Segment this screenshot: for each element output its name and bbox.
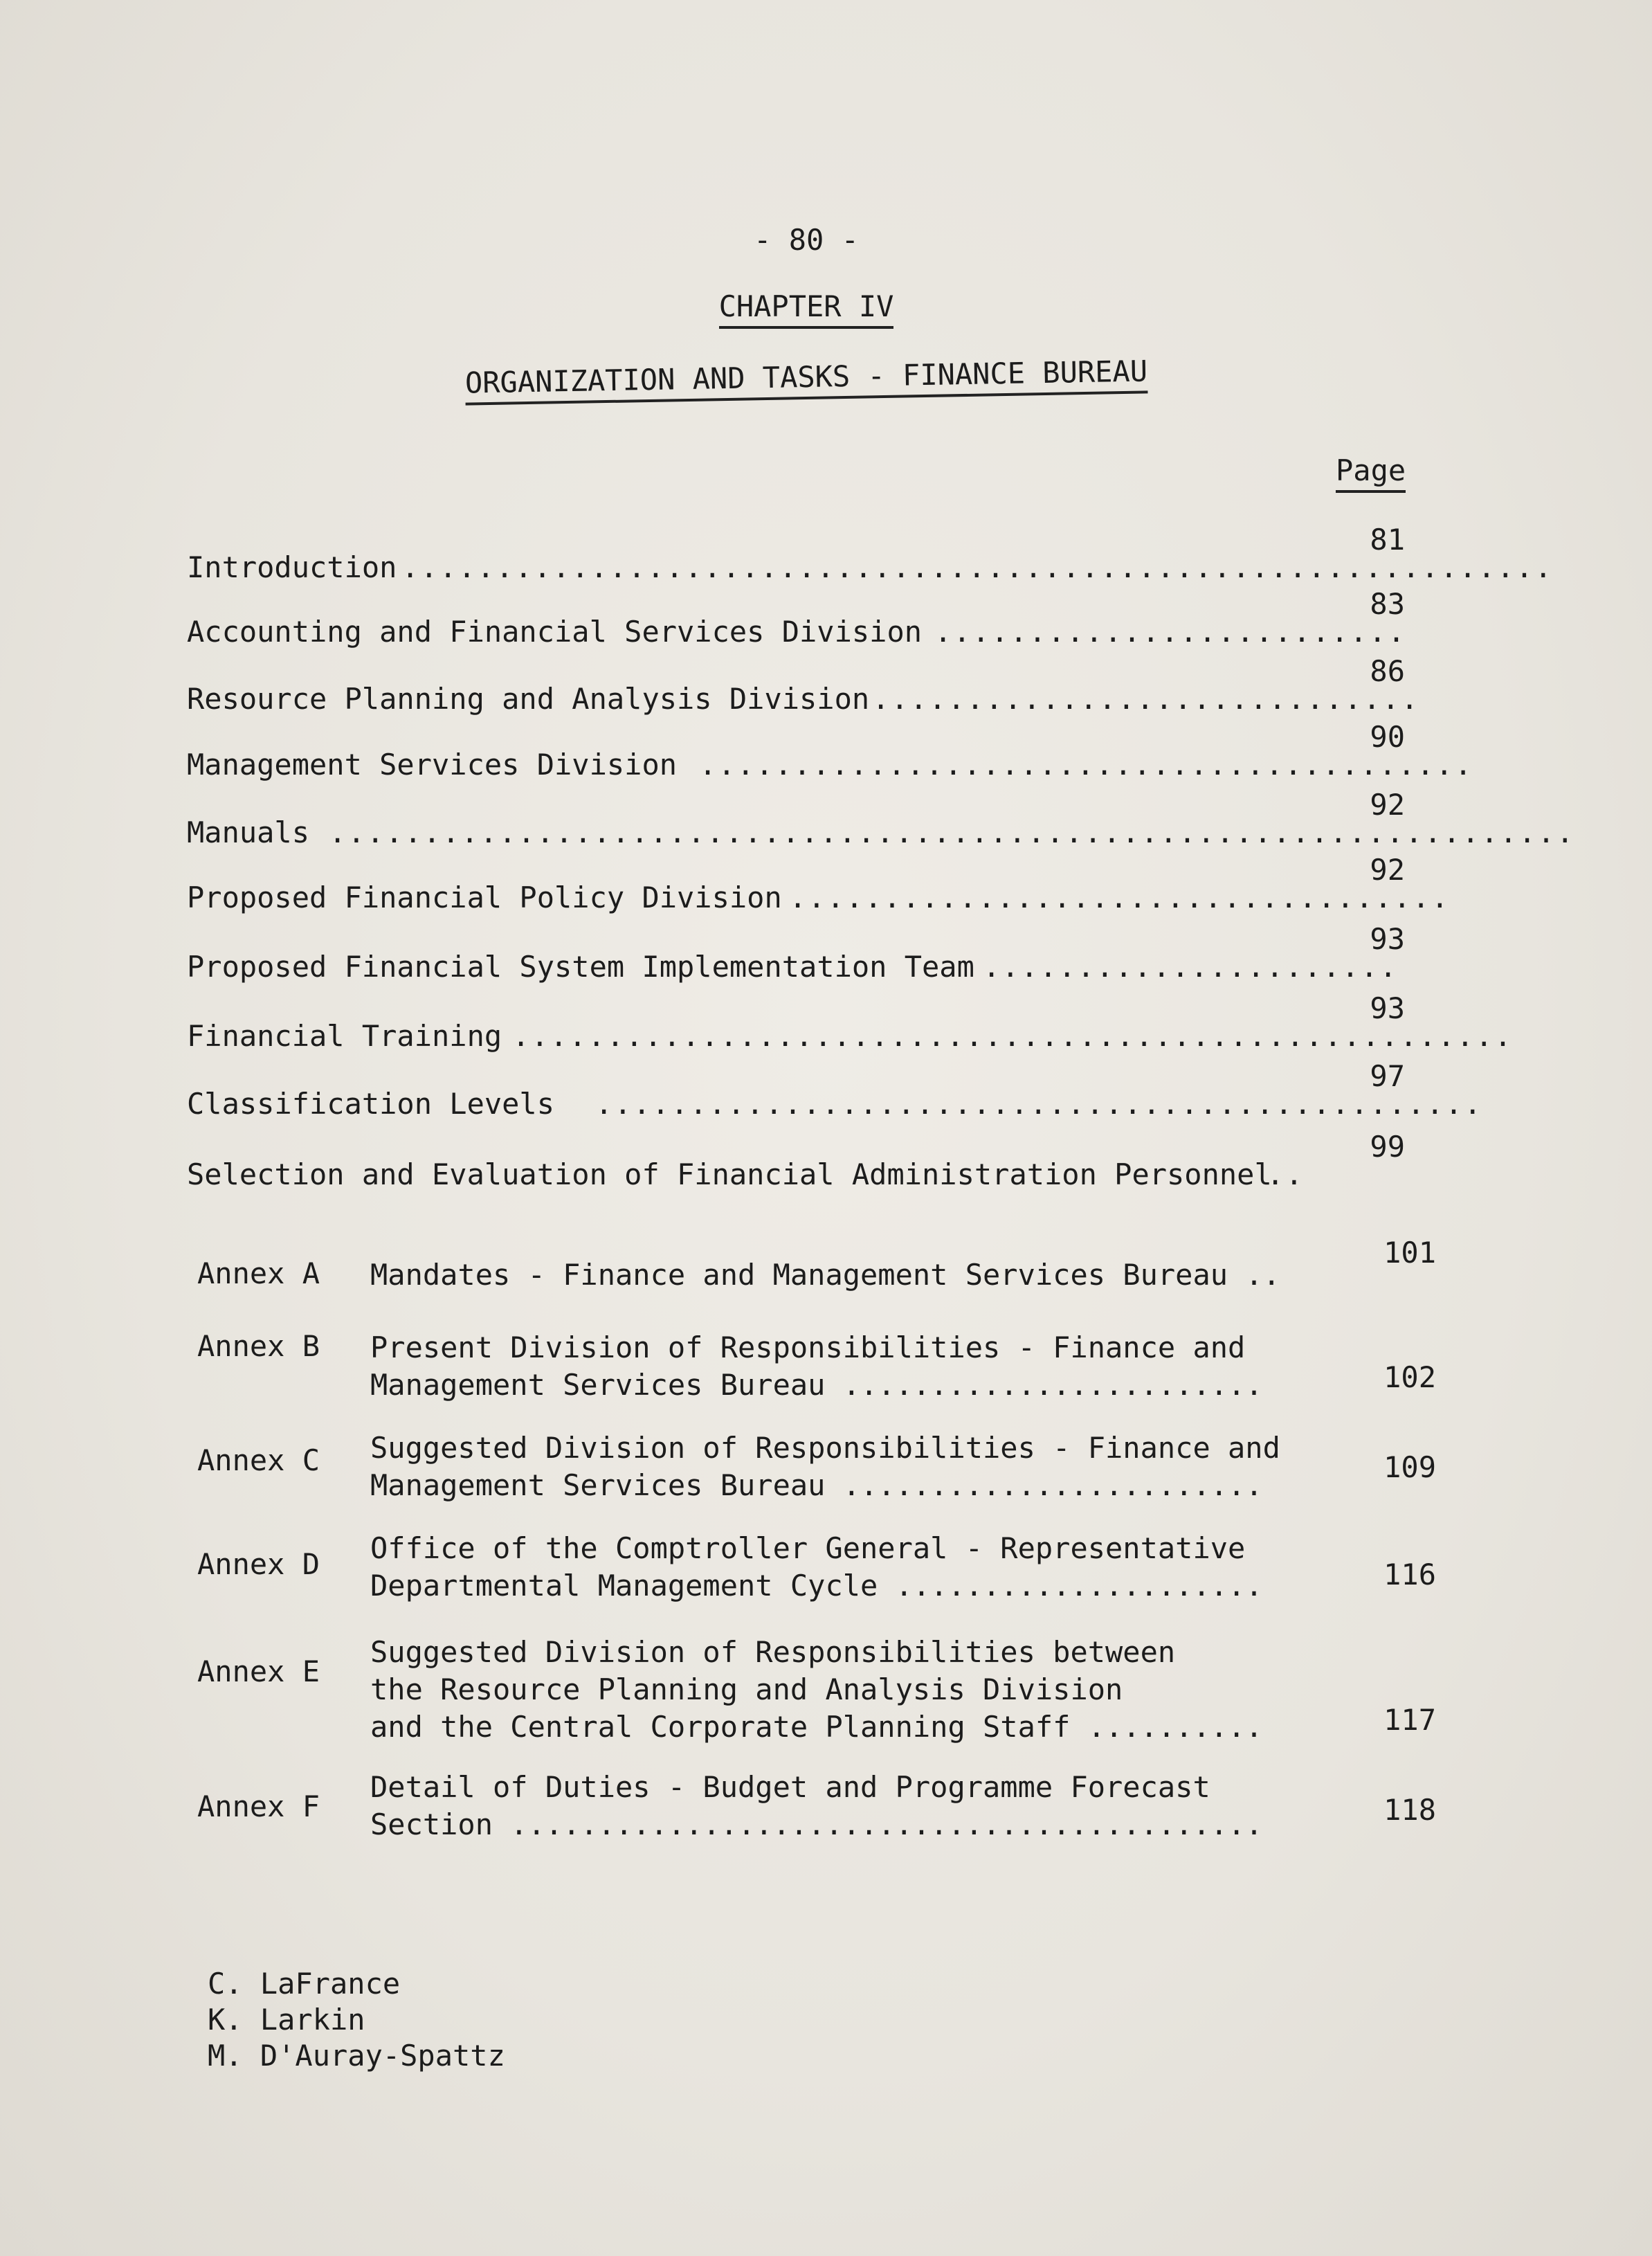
- annex-label: Annex C: [197, 1443, 320, 1477]
- chapter-title: [0, 346, 1613, 408]
- annex-line: Management Services Bureau ........................: [370, 1468, 1263, 1502]
- toc-entry-title: Manuals: [187, 815, 310, 849]
- annex-text: [370, 1634, 1311, 1746]
- annex-line: Present Division of Responsibilities - Finance and: [370, 1330, 1246, 1364]
- toc-entry-page: 83: [1370, 587, 1405, 621]
- annex-page: 101: [1383, 1236, 1436, 1270]
- annex-text: [370, 1429, 1311, 1504]
- leader-dots: .............................................................: [401, 550, 1554, 584]
- leader-dots: ........................: [825, 1368, 1263, 1402]
- toc-entry-title: Proposed Financial System Implementation Team: [187, 950, 974, 984]
- annex-page: 109: [1383, 1450, 1436, 1484]
- annex-page: 117: [1383, 1703, 1436, 1737]
- signatory: C. LaFrance: [208, 1967, 401, 2001]
- annex-text: [370, 1329, 1311, 1404]
- leader-dots: ........................: [825, 1468, 1263, 1502]
- annex-line: Section ...........................................: [370, 1807, 1263, 1841]
- toc-entry: [187, 1130, 1405, 1191]
- annex-line: Management Services Bureau ........................: [370, 1368, 1263, 1402]
- chapter-label: CHAPTER IV: [719, 289, 894, 329]
- annex-text: [370, 1256, 1311, 1294]
- leader-dots: ..: [1228, 1258, 1280, 1292]
- annex-page: 116: [1383, 1558, 1436, 1591]
- toc-entry: [187, 991, 1514, 1053]
- toc-entry-title: Management Services Division: [187, 748, 678, 782]
- signatories: [208, 1966, 505, 2074]
- toc-entry-page: 99: [1370, 1130, 1405, 1164]
- leader-dots: .....................: [878, 1569, 1263, 1603]
- annex-line: Suggested Division of Responsibilities - Finance and: [370, 1431, 1280, 1465]
- annex-line: Office of the Comptroller General - Representative: [370, 1531, 1246, 1565]
- toc-entry: [187, 523, 1554, 584]
- annex-page: 102: [1383, 1360, 1436, 1394]
- leader-dots: .....................................................: [512, 1019, 1514, 1053]
- annex-label: Annex A: [197, 1256, 320, 1290]
- leader-dots: ...............................................: [595, 1087, 1483, 1121]
- toc-entry: [187, 1059, 1483, 1121]
- leader-dots: ...........................................: [493, 1807, 1263, 1841]
- annex-label: Annex F: [197, 1789, 320, 1823]
- annex-label: Annex E: [197, 1654, 320, 1688]
- chapter-title-text: ORGANIZATION AND TASKS - FINANCE BUREAU: [465, 354, 1148, 405]
- annex-line: and the Central Corporate Planning Staff ..........: [370, 1710, 1263, 1744]
- page-column-header: Page: [1336, 453, 1406, 493]
- annex-line: Suggested Division of Responsibilities between: [370, 1635, 1176, 1669]
- leader-dots: .............................: [872, 682, 1420, 716]
- annex-line: Mandates - Finance and Management Services Bureau ..: [370, 1258, 1280, 1292]
- toc-entry-title: Classification Levels: [187, 1087, 555, 1121]
- leader-dots: ...................................: [789, 881, 1451, 914]
- toc-entry-title: Introduction: [187, 550, 397, 584]
- annex-line: Departmental Management Cycle .....................: [370, 1569, 1263, 1603]
- toc-entry-title: Selection and Evaluation of Financial Administration Personnel: [187, 1157, 1272, 1191]
- toc-entry-page: 93: [1370, 991, 1405, 1025]
- signatory: M. D'Auray-Spattz: [208, 2039, 505, 2073]
- leader-dots: .........................: [934, 615, 1407, 649]
- toc-entry-page: 81: [1370, 523, 1405, 557]
- signatory: K. Larkin: [208, 2003, 365, 2037]
- toc-entry: [187, 720, 1473, 782]
- toc-entry-page: 97: [1370, 1059, 1405, 1093]
- toc-entry: [187, 922, 1405, 984]
- toc-entry-page: 93: [1370, 922, 1405, 956]
- toc-entry-page: 90: [1370, 720, 1405, 754]
- annex-label: Annex D: [197, 1547, 320, 1581]
- toc-entry-title: Proposed Financial Policy Division: [187, 881, 782, 914]
- toc-entry: [187, 587, 1407, 649]
- annex-label: Annex B: [197, 1329, 320, 1363]
- leader-dots: ..........: [1070, 1710, 1263, 1744]
- leader-dots: ..: [1267, 1157, 1305, 1191]
- toc-entry-page: 92: [1370, 788, 1405, 822]
- leader-dots: .........................................: [699, 748, 1473, 782]
- leader-dots: ......................: [983, 950, 1399, 984]
- annex-line: Detail of Duties - Budget and Programme Forecast: [370, 1770, 1210, 1804]
- annex-page: 118: [1383, 1793, 1436, 1827]
- page-number: - 80 -: [754, 223, 859, 257]
- toc-entry: [187, 788, 1575, 849]
- toc-entry: [187, 654, 1420, 716]
- chapter-heading: [0, 289, 1613, 323]
- toc-entry-title: Accounting and Financial Services Division: [187, 615, 923, 649]
- annex-line: the Resource Planning and Analysis Division: [370, 1672, 1123, 1706]
- toc-entry-title: Resource Planning and Analysis Division: [187, 682, 870, 716]
- leader-dots: ..................................................................: [329, 815, 1575, 849]
- toc-entry-title: Financial Training: [187, 1019, 502, 1053]
- toc-entry: [187, 853, 1451, 914]
- annex-text: [370, 1530, 1311, 1605]
- toc-entry-page: 86: [1370, 654, 1405, 688]
- toc-entry-page: 92: [1370, 853, 1405, 887]
- annex-text: [370, 1769, 1311, 1843]
